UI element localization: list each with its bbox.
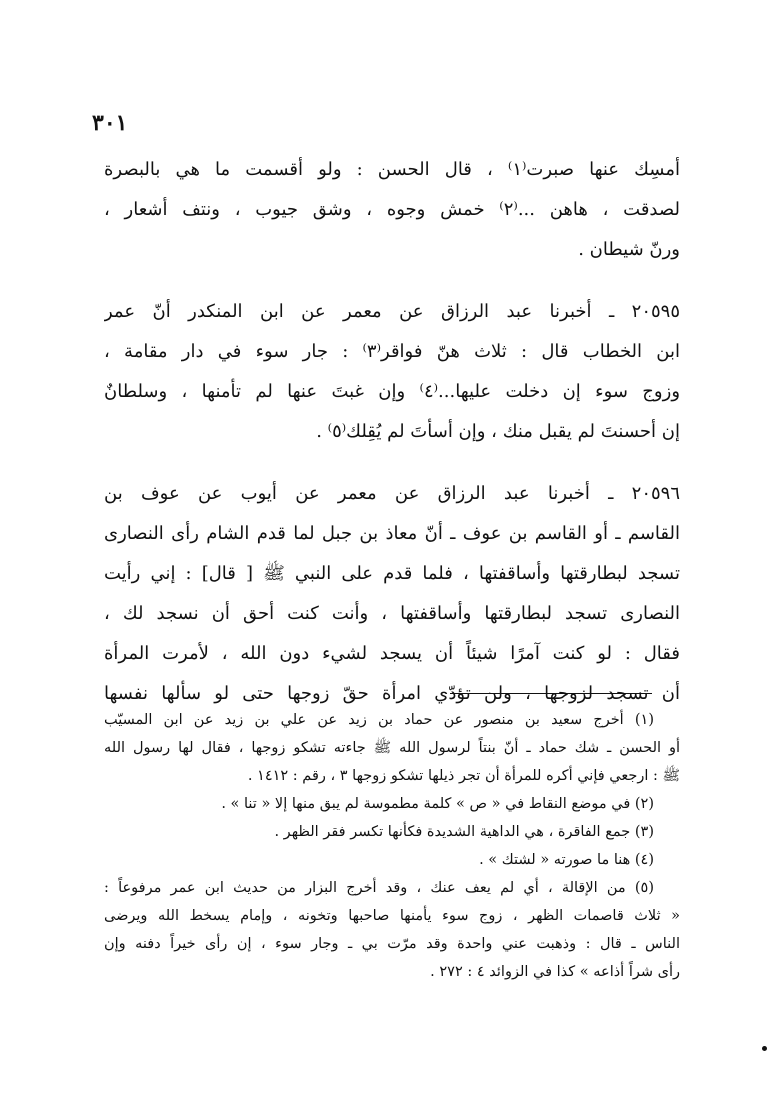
footnote-4: (٤) هنا ما صورته « لشتك » . [479, 852, 654, 868]
footnote-line: رأى شراً أذاعه » كذا في الزوائد ٤ : ٢٧٢ . [430, 964, 680, 980]
main-text [104, 150, 680, 714]
footnote-line: (٥) من الإقالة ، أي لم يعف عنك ، وقد أخرج البزار من حديث ابن عمر مرفوعاً : [104, 880, 654, 896]
paragraph-20595 [104, 292, 680, 452]
footnote-3: (٣) جمع الفاقرة ، هي الداهية الشديدة فكأنها تكسر فقر الظهر . [274, 824, 654, 840]
text-line: القاسم ـ أو القاسم بن عوف ـ أنّ معاذ بن جبل لما قدم الشام رأى النصارى [104, 523, 680, 544]
footnote-1 [104, 706, 680, 790]
text-line: أن تسجد لزوجها ، ولن تؤدّي امرأة حقّ زوجها حتى لو سألها نفسها [104, 683, 680, 704]
footnote-line: ﷺ : ارجعي فإني أكره للمرأة أن تجر ذيلها تشكو زوجها ٣ ، رقم : ١٤١٢ . [247, 768, 680, 784]
footnote-line: أو الحسن ـ شك حماد ـ أنّ بنتاً لرسول الله ﷺ جاءته تشكو زوجها ، فقال لها رسول الله [104, 740, 680, 756]
text-line: لصدقت ، هاهن ...⁽٢⁾ خمش وجوه ، وشق جيوب ، ونتف أشعار ، [104, 199, 680, 220]
footnotes [104, 706, 680, 986]
text-line: إن أحسنتَ لم يقبل منك ، وإن أسأتَ لم يُقِلك⁽٥⁾ . [316, 421, 680, 442]
text-line: ورنّ شيطان . [578, 239, 680, 260]
text-line: تسجد لبطارقتها وأساقفتها ، فلما قدم على النبي ﷺ [ قال] : إني رأيت [104, 563, 680, 584]
footnote-line: (١) أخرج سعيد بن منصور عن حماد بن زيد عن علي بن زيد عن ابن المسيّب [104, 712, 654, 728]
footnote-line: الناس ـ قال : وذهبت عني واحدة وقد مرّت بي ـ وجار سوء ، إن رأى خيراً دفنه وإن [104, 936, 680, 952]
text-line: أمسِك عنها صبرت⁽١⁾ ، قال الحسن : ولو أقسمت ما هي بالبصرة [104, 159, 680, 180]
text-line: ابن الخطاب قال : ثلاث هنّ فواقر⁽٣⁾ : جار سوء في دار مقامة ، [104, 341, 680, 362]
page-number: ٣٠١ [92, 110, 128, 136]
paragraph-20596 [104, 474, 680, 714]
footnote-5 [104, 874, 680, 986]
text-line: النصارى تسجد لبطارقتها وأساقفتها ، وأنت كنت أحق أن نسجد لك ، [104, 603, 680, 624]
footnote-line: « ثلاث قاصمات الظهر ، زوج سوء يأمنها صاحبها وتخونه ، وإمام يسخط الله ويرضى [104, 908, 680, 924]
text-line: ٢٠٥٩٦ ـ أخبرنا عبد الرزاق عن معمر عن أيوب عن عوف بن [104, 483, 680, 504]
paragraph-continuation [104, 150, 680, 270]
text-line: ٢٠٥٩٥ ـ أخبرنا عبد الرزاق عن معمر عن ابن المنكدر أنّ عمر [104, 301, 680, 322]
margin-dot [762, 1046, 767, 1051]
footnote-separator [450, 693, 652, 694]
text-line: وزوج سوء إن دخلت عليها...⁽٤⁾ وإن غبتَ عنها لم تأمنها ، وسلطانٌ [104, 381, 680, 402]
text-line: فقال : لو كنت آمرًا شيئاً أن يسجد لشيء دون الله ، لأمرت المرأة [104, 643, 680, 664]
footnote-2: (٢) في موضع النقاط في « ص » كلمة مطموسة لم يبق منها إلا « تنا » . [221, 796, 654, 812]
